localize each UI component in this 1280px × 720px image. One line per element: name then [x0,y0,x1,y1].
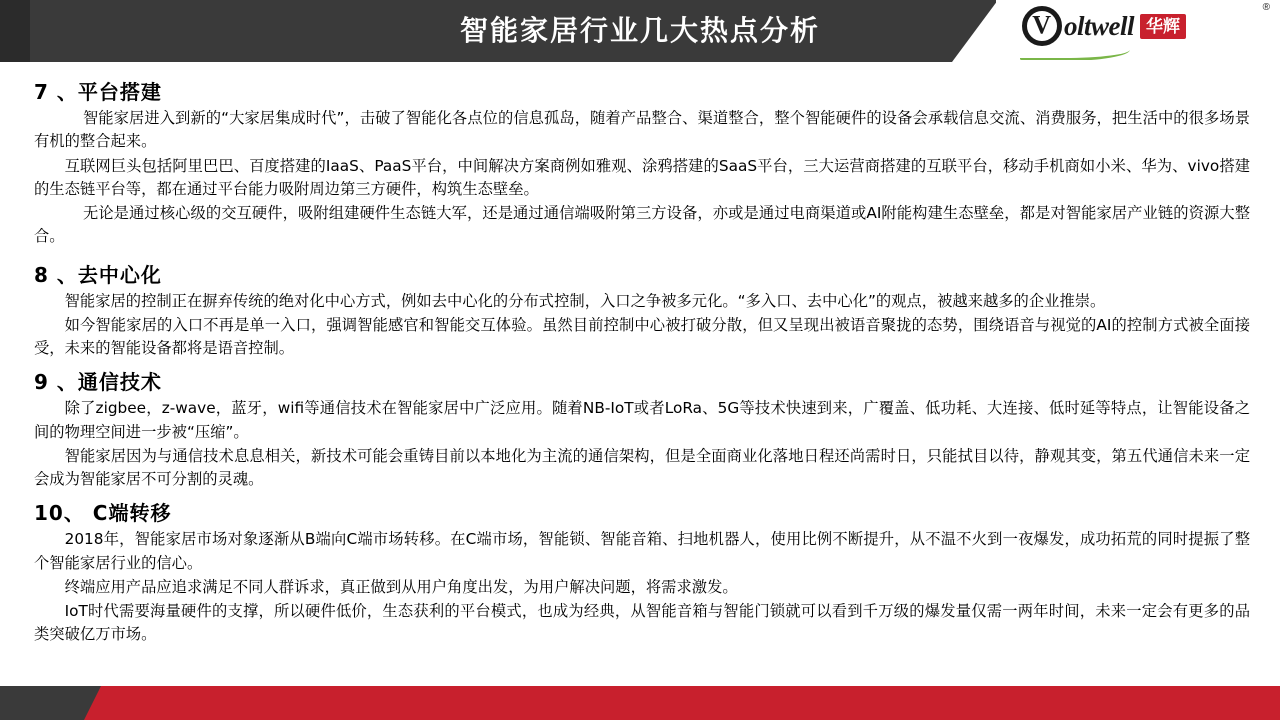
paragraph: 除了zigbee，z-wave，蓝牙，wifi等通信技术在智能家居中广泛应用。随着NB-IoT或者LoRa、5G等技术快速到来，广覆盖、低功耗、大连接、低时延等特点，让智能设备之间的物理空间进一步被“压缩”。 [34,399,1250,441]
paragraph: 如今智能家居的入口不再是单一入口，强调智能感官和智能交互体验。虽然目前控制中心被打破分散，但又呈现出被语音聚拢的态势，围绕语音与视觉的AI的控制方式被全面接受，未来的智能设备都将是语音控制。 [34,315,1250,357]
paragraph: 互联网巨头包括阿里巴巴、百度搭建的IaaS、PaaS平台，中间解决方案商例如雅观、涂鸦搭建的SaaS平台，三大运营商搭建的互联平台，移动手机商如小米、华为、vivo搭建的生态链平台等，都在通过平台能力吸附周边第三方硬件，构筑生态壁垒。 [34,156,1250,198]
paragraph: IoT时代需要海量硬件的支撑，所以硬件低价，生态获利的平台模式，也成为经典，从智能音箱与智能门锁就可以看到千万级的爆发量仅需一两年时间，未来一定会有更多的品类突破亿万市场。 [34,602,1250,644]
paragraph: 无论是通过核心级的交互硬件，吸附组建硬件生态链大军，还是通过通信端吸附第三方设备，亦或是通过电商渠道或AI附能构建生态壁垒，都是对智能家居产业链的资源大整合。 [34,204,1250,246]
brand-logo [1022,6,1186,46]
section-c-end-transfer [34,497,1250,646]
section-title: 9 、通信技术 [34,370,162,395]
paragraph: 智能家居因为与通信技术息息相关，新技术可能会重铸目前以本地化为主流的通信架构，但是全面商业化落地日程还尚需时日，只能拭目以待，静观其变，第五代通信未来一定会成为智能家居不可分割的灵魂。 [34,446,1250,488]
slide-body [34,76,1250,661]
logo-plate [996,0,1280,62]
logo-brand-text: oltwell [1064,10,1134,41]
registered-mark: ® [1262,2,1270,13]
page-title: 智能家居行业几大热点分析 [459,15,820,46]
paragraph: 2018年，智能家居市场对象逐渐从B端向C端市场转移。在C端市场，智能锁、智能音箱、扫地机器人，使用比例不断提升，从不温不火到一夜爆发，成功拓荒的同时提振了整个智能家居行业的信心。 [34,530,1250,572]
section-decentralization [34,259,1250,361]
logo-cn-badge: 华辉 [1140,14,1186,39]
paragraph: 智能家居的控制正在摒弃传统的绝对化中心方式，例如去中心化的分布式控制，入口之争被多元化。“多入口、去中心化”的观点，被越来越多的企业推崇。 [64,291,1106,310]
logo-v-icon [1022,6,1062,46]
slide-header [0,0,1280,62]
footer-left-accent [0,686,84,720]
paragraph: 终端应用产品应追求满足不同人群诉求，真正做到从用户角度出发，为用户解决问题，将需求激发。 [64,577,738,596]
section-title: 10、 C端转移 [34,501,172,526]
section-title: 7 、平台搭建 [34,80,162,104]
slide-footer [0,686,1280,720]
section-communication [34,366,1250,491]
section-title: 8 、去中心化 [34,262,162,287]
logo-swoosh-icon [1020,50,1130,60]
paragraph: 智能家居进入到新的“大家居集成时代”，击破了智能化各点位的信息孤岛，随着产品整合、渠道整合，整个智能硬件的设备会承载信息交流、消费服务，把生活中的很多场景有机的整合起来。 [34,109,1250,151]
section-platform [34,76,1250,249]
